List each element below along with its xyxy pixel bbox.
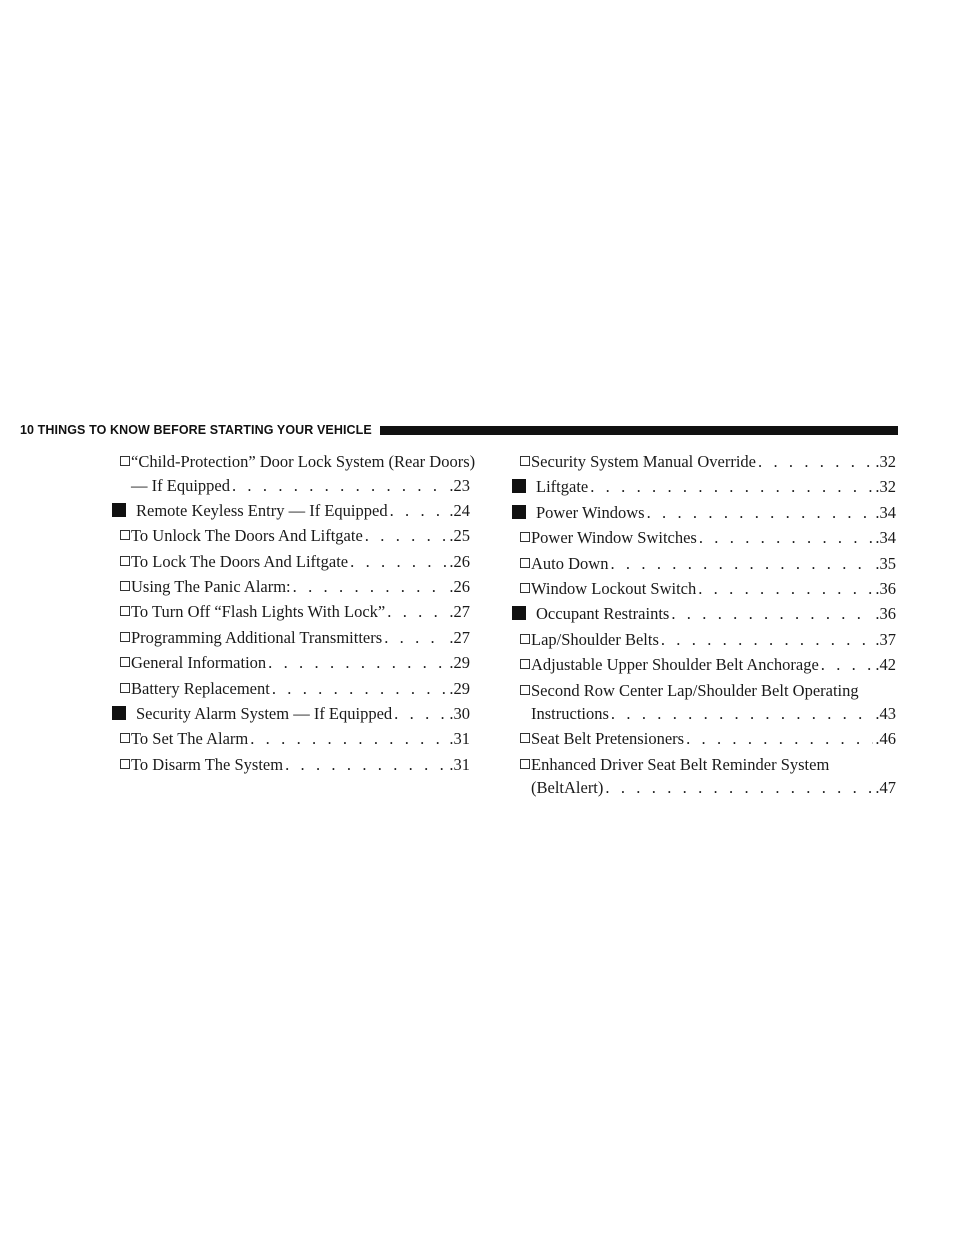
dot-leader [285, 753, 447, 777]
toc-entry-line [536, 501, 896, 525]
page-header-text: 10 THINGS TO KNOW BEFORE STARTING YOUR VEHICLE [20, 423, 372, 437]
hollow-square-bullet-icon [520, 527, 530, 551]
dot-leader [390, 499, 448, 523]
toc-page-number: .30 [449, 704, 470, 724]
filled-square-bullet-icon [112, 702, 126, 728]
hollow-square-bullet-icon [120, 525, 130, 549]
toc-subsection-entry[interactable] [512, 653, 896, 677]
toc-entry-line [536, 475, 896, 499]
toc-entry-line [136, 499, 470, 523]
toc-page-number: .25 [449, 526, 470, 546]
toc-page-number: .26 [449, 577, 470, 597]
hollow-square-bullet-icon [120, 551, 130, 575]
toc-entry-line [131, 600, 470, 624]
toc-section-entry[interactable] [512, 602, 896, 626]
dot-leader [758, 450, 873, 474]
toc-section-entry[interactable] [512, 501, 896, 525]
toc-subsection-entry[interactable] [512, 727, 896, 751]
dot-leader [605, 776, 873, 800]
toc-page-number: .36 [875, 578, 896, 598]
toc-page-number: .34 [875, 502, 896, 522]
toc-page-number: .35 [875, 553, 896, 573]
hollow-square-bullet-icon [520, 728, 530, 752]
toc-page-number: .27 [449, 627, 470, 647]
toc-subsection-entry[interactable] [112, 550, 470, 574]
toc-entry-title: Power Window Switches [531, 528, 697, 548]
toc-entry-title: Security System Manual Override [531, 452, 756, 471]
hollow-square-bullet-icon [520, 680, 530, 704]
toc-entry-title: Remote Keyless Entry — If Equipped [136, 500, 388, 520]
toc-entry-title: To Lock The Doors And Liftgate [131, 551, 349, 571]
toc-subsection-entry[interactable] [112, 677, 470, 701]
dot-leader [647, 501, 874, 525]
toc-entry-title: Auto Down [531, 553, 609, 573]
toc-entry-title: Seat Belt Pretensioners [531, 729, 685, 749]
toc-entry-title: General Information [131, 653, 267, 673]
toc-subsection-entry[interactable] [112, 727, 470, 751]
toc-entry-line [136, 702, 470, 726]
toc-left-column [112, 450, 476, 778]
toc-entry-line [131, 727, 470, 751]
toc-entry-line [131, 575, 470, 599]
toc-entry-line [531, 776, 896, 800]
toc-page-number: .46 [875, 729, 896, 749]
toc-entry-title: Window Lockout Switch [531, 578, 697, 598]
toc-subsection-entry[interactable] [112, 575, 470, 599]
dot-leader [350, 550, 447, 574]
toc-page-number: .36 [875, 604, 896, 624]
dot-leader [590, 475, 873, 499]
hollow-square-bullet-icon [520, 553, 530, 577]
dot-leader [268, 651, 447, 675]
toc-page-number: .47 [875, 778, 896, 798]
toc-entry-line [531, 702, 896, 726]
toc-section-entry[interactable] [512, 475, 896, 499]
toc-entry-line [531, 628, 896, 652]
dot-leader [272, 677, 448, 701]
toc-subsection-entry[interactable] [512, 526, 896, 550]
dot-leader [698, 577, 873, 601]
toc-page-number: .32 [875, 452, 896, 471]
toc-entry-line [531, 577, 896, 601]
toc-entry-title: Occupant Restraints [536, 604, 670, 624]
toc-entry-title: To Disarm The System [131, 754, 284, 774]
dot-leader [384, 626, 447, 650]
toc-entry-line [531, 727, 896, 751]
toc-page-number: .26 [449, 551, 470, 571]
filled-square-bullet-icon [512, 501, 526, 527]
toc-page-number: .23 [449, 475, 470, 495]
filled-square-bullet-icon [112, 499, 126, 525]
toc-subsection-entry[interactable] [512, 450, 896, 474]
toc-subsection-entry[interactable] [112, 524, 470, 548]
toc-entry-title-line: Second Row Center Lap/Shoulder Belt Operating [531, 680, 859, 700]
toc-subsection-entry[interactable] [512, 628, 896, 652]
toc-entry-line [536, 602, 896, 626]
toc-entry-title: Programming Additional Transmitters [131, 627, 383, 647]
hollow-square-bullet-icon [120, 754, 130, 778]
toc-subsection-entry[interactable] [512, 753, 896, 800]
toc-entry-title: To Unlock The Doors And Liftgate [131, 526, 363, 546]
filled-square-bullet-icon [512, 602, 526, 628]
hollow-square-bullet-icon [120, 576, 130, 600]
toc-entry-title: Liftgate [536, 477, 589, 497]
hollow-square-bullet-icon [120, 728, 130, 752]
toc-entry-title: Adjustable Upper Shoulder Belt Anchorage [531, 655, 819, 675]
toc-entry-line [131, 651, 470, 675]
dot-leader [821, 653, 874, 677]
dot-leader [387, 600, 447, 624]
toc-subsection-entry[interactable] [512, 679, 896, 726]
toc-entry-title: To Turn Off “Flash Lights With Lock” [131, 602, 386, 622]
toc-entry-title-line: Enhanced Driver Seat Belt Reminder System [531, 754, 830, 774]
dot-leader [610, 552, 873, 576]
toc-entry-line [131, 677, 470, 701]
toc-page-number: .31 [449, 729, 470, 749]
toc-entry-title: Power Windows [536, 502, 645, 522]
toc-entry-line [131, 474, 470, 498]
toc-entry-line [531, 450, 896, 474]
hollow-square-bullet-icon [120, 678, 130, 702]
toc-page-number: .34 [875, 528, 896, 548]
toc-entry-title: Lap/Shoulder Belts [531, 629, 659, 649]
header-rule [380, 426, 898, 435]
hollow-square-bullet-icon [120, 652, 130, 676]
dot-leader [671, 602, 873, 626]
toc-subsection-entry[interactable] [112, 651, 470, 675]
toc-entry-line [531, 552, 896, 576]
dot-leader [293, 575, 448, 599]
toc-entry-title: Using The Panic Alarm: [131, 577, 291, 597]
toc-page-number: .32 [875, 477, 896, 497]
toc-entry-line [131, 550, 470, 574]
dot-leader [365, 524, 448, 548]
toc-entry-line [531, 526, 896, 550]
toc-subsection-entry[interactable] [112, 600, 470, 624]
toc-subsection-entry[interactable] [512, 577, 896, 601]
dot-leader [232, 474, 447, 498]
toc-subsection-entry[interactable] [112, 753, 470, 777]
toc-entry-title: To Set The Alarm [131, 729, 249, 749]
hollow-square-bullet-icon [120, 601, 130, 625]
dot-leader [250, 727, 447, 751]
toc-entry-title: Battery Replacement [131, 678, 270, 698]
toc-entry-title: Instructions [531, 704, 609, 724]
dot-leader [661, 628, 874, 652]
page-header [20, 420, 898, 440]
toc-page-number: .29 [449, 678, 470, 698]
toc-entry-title: — If Equipped [131, 475, 230, 495]
dot-leader [394, 702, 447, 726]
hollow-square-bullet-icon [120, 627, 130, 651]
toc-entry-line [131, 524, 470, 548]
dot-leader [686, 727, 873, 751]
toc-subsection-entry[interactable] [112, 450, 476, 497]
toc-entry-line [131, 753, 470, 777]
toc-section-entry[interactable] [112, 702, 470, 726]
hollow-square-bullet-icon [520, 578, 530, 602]
dot-leader [611, 702, 873, 726]
toc-entry-title-line: “Child-Protection” Door Lock System (Rear Doors) [131, 452, 476, 471]
toc-page-number: .24 [449, 500, 470, 520]
toc-subsection-entry[interactable] [112, 626, 470, 650]
toc-entry-title: Security Alarm System — If Equipped [136, 704, 393, 724]
toc-entry-title: (BeltAlert) [531, 778, 604, 798]
hollow-square-bullet-icon [120, 451, 130, 475]
toc-right-column [512, 450, 896, 802]
hollow-square-bullet-icon [520, 629, 530, 653]
toc-subsection-entry[interactable] [512, 552, 896, 576]
toc-entry-line [531, 653, 896, 677]
toc-page-number: .42 [875, 655, 896, 675]
toc-section-entry[interactable] [112, 499, 470, 523]
hollow-square-bullet-icon [520, 654, 530, 678]
hollow-square-bullet-icon [520, 754, 530, 778]
dot-leader [699, 526, 874, 550]
toc-page-number: .43 [875, 704, 896, 724]
toc-page-number: .31 [449, 754, 470, 774]
toc-entry-line [131, 626, 470, 650]
toc-page-number: .27 [449, 602, 470, 622]
toc-page-number: .37 [875, 629, 896, 649]
toc-page-number: .29 [449, 653, 470, 673]
hollow-square-bullet-icon [520, 451, 530, 475]
filled-square-bullet-icon [512, 475, 526, 501]
